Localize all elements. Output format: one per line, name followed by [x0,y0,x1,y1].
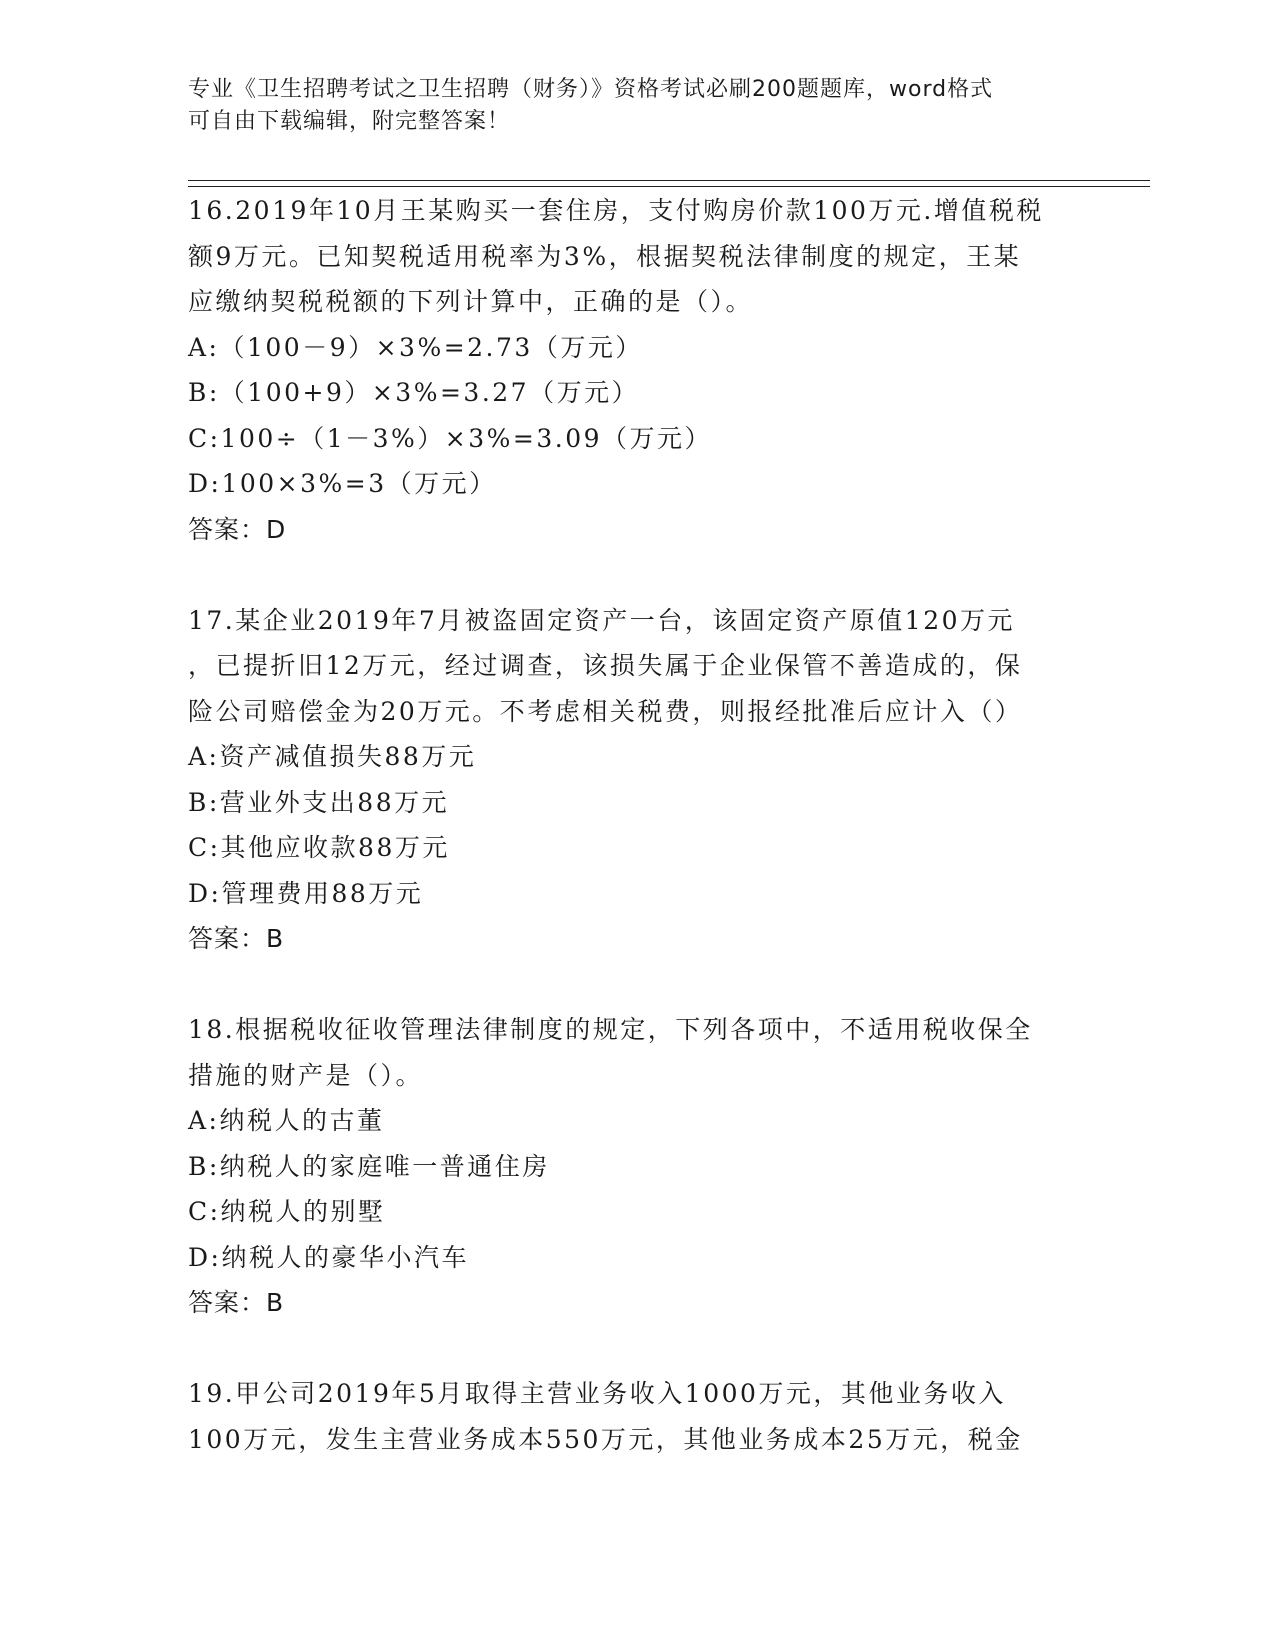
option-c: C:100÷（1－3%）×3%=3.09（万元） [188,423,713,453]
option-a: A:纳税人的古董 [188,1106,385,1135]
question-stem [188,1371,1118,1462]
question-18 [188,1007,1118,1326]
stem-line: 额9万元。已知契税适用税率为3%，根据契税法律制度的规定，王某 [188,241,1022,271]
stem-line: 18.根据税收征收管理法律制度的规定，下列各项中，不适用税收保全 [188,1015,1033,1044]
option-d: D:管理费用88万元 [188,878,424,908]
option-a: A:（100－9）×3%=2.73（万元） [188,332,643,362]
header-line-2: 可自由下载编辑，附完整答案！ [188,109,511,134]
stem-line: 19.甲公司2019年5月取得主营业务收入1000万元，其他业务收入 [188,1379,1006,1408]
option-b: B:营业外支出88万元 [188,787,450,817]
question-stem [188,1007,1118,1098]
option-d: D:纳税人的豪华小汽车 [188,1242,469,1272]
spacer [188,962,1118,1008]
header-divider-top [188,180,1150,181]
spacer [188,1326,1118,1372]
question-stem [188,598,1118,735]
option-c: C:纳税人的别墅 [188,1197,386,1226]
answer-line: 答案：D [188,514,287,544]
question-16 [188,188,1118,552]
question-19 [188,1371,1118,1462]
stem-line: 应缴纳契税税额的下列计算中，正确的是（）。 [188,287,754,316]
option-a: A:资产减值损失88万元 [188,742,477,771]
stem-line: 险公司赔偿金为20万元。不考虑相关税费，则报经批准后应计入（） [188,696,1023,726]
stem-line: ，已提折旧12万元，经过调查，该损失属于企业保管不善造成的，保 [188,651,1023,680]
question-stem [188,188,1118,325]
stem-line: 17.某企业2019年7月被盗固定资产一台，该固定资产原值120万元 [188,605,1016,635]
header-divider-bottom [188,186,1150,187]
option-b: B:（100+9）×3%=3.27（万元） [188,378,640,407]
header-line-1: 专业《卫生招聘考试之卫生招聘（财务）》资格考试必刷200题题库，word格式 [188,77,994,102]
document-header [188,74,1088,138]
option-c: C:其他应收款88万元 [188,833,450,862]
stem-line: 措施的财产是（）。 [188,1060,424,1090]
question-17 [188,598,1118,962]
spacer [188,552,1118,598]
question-list [188,188,1118,1462]
stem-line: 100万元，发生主营业务成本550万元，其他业务成本25万元，税金 [188,1424,1023,1454]
stem-line: 16.2019年10月王某购买一套住房，支付购房价款100万元.增值税税 [188,196,1044,225]
answer-line: 答案：B [188,1288,285,1317]
answer-line: 答案：B [188,924,285,953]
option-d: D:100×3%=3（万元） [188,469,497,498]
option-b: B:纳税人的家庭唯一普通住房 [188,1151,550,1181]
